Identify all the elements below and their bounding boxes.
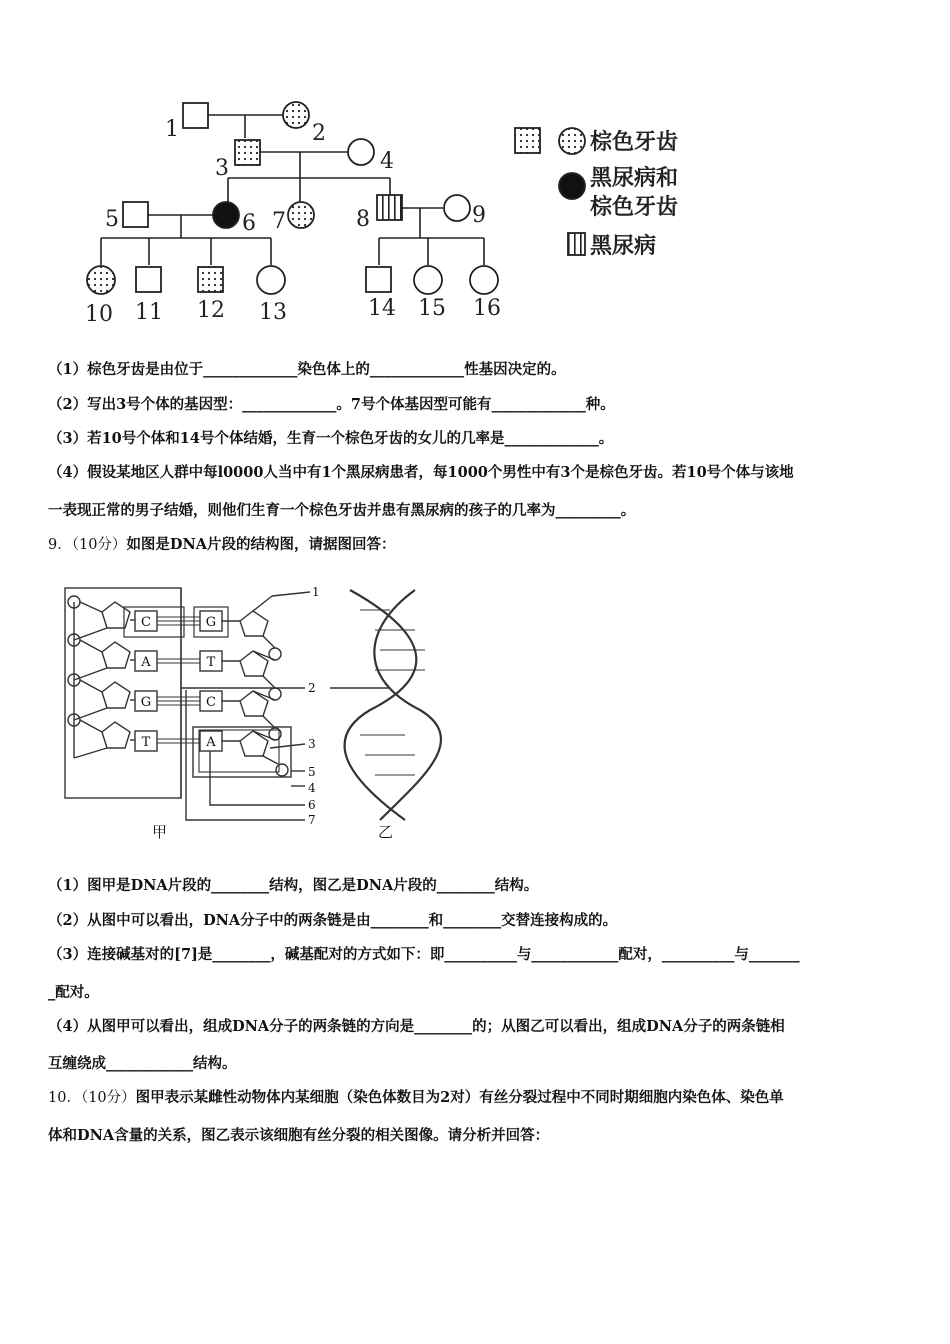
label-7: 7 <box>272 209 286 234</box>
label-5: 5 <box>105 207 119 232</box>
label-6: 6 <box>242 211 256 236</box>
q10-stem-text-a: 图甲表示某雌性动物体内某细胞（染色体数目为2对）有丝分裂过程中不同时期细胞内染色体、染色单 <box>135 1089 784 1106</box>
label-3: 3 <box>215 156 229 181</box>
individual-16 <box>470 266 498 294</box>
individual-9 <box>444 195 470 221</box>
base-right-1: G <box>205 615 217 630</box>
individual-5 <box>123 202 148 227</box>
legend-square-dots <box>515 128 540 153</box>
label-8: 8 <box>356 207 370 232</box>
base-right-2: T <box>206 655 216 670</box>
q10-stem-line1 <box>48 1088 784 1108</box>
q9-part3-line2: _配对。 <box>48 984 99 1001</box>
callout-5: 5 <box>308 765 316 779</box>
legend-both-line2: 棕色牙齿 <box>590 194 679 220</box>
callout-1: 1 <box>312 585 320 599</box>
legend-brown-teeth: 棕色牙齿 <box>590 129 679 155</box>
individual-1 <box>183 103 208 128</box>
callout-2: 2 <box>308 681 316 695</box>
q10-number: 10． <box>48 1090 81 1106</box>
label-13: 13 <box>259 300 287 325</box>
label-15: 15 <box>418 296 446 321</box>
left-strand <box>68 596 135 758</box>
individual-2 <box>283 102 309 128</box>
label-4: 4 <box>380 149 394 174</box>
caption-jia: 甲 <box>152 823 168 841</box>
q9-score: （10分） <box>71 537 127 553</box>
callout-6: 6 <box>308 798 316 812</box>
individual-10 <box>87 266 115 294</box>
individual-7 <box>288 202 314 228</box>
pedigree-legend <box>515 128 678 259</box>
individual-3 <box>235 140 260 165</box>
caption-yi: 乙 <box>378 823 394 841</box>
q9-stem-text: 如图是DNA片段的结构图，请据图回答： <box>126 536 396 553</box>
q8-part4-line2: 一表现正常的男子结婚，则他们生育一个棕色牙齿并患有黑尿病的孩子的几率为_________。 <box>48 502 636 519</box>
legend-circle-dots <box>559 128 585 154</box>
label-2: 2 <box>312 121 326 146</box>
pedigree-figure <box>80 90 740 335</box>
q9-number: 9． <box>48 537 72 553</box>
q8-part4-line1: （4）假设某地区人群中每l0000人当中有1个黑尿病患者，每1000个男性中有3个是棕色牙齿。若10号个体与该地 <box>48 464 794 481</box>
q8-part1: （1）棕色牙齿是由位于_____________染色体上的_____________性基因决定的。 <box>48 361 566 378</box>
q10-score: （10分） <box>80 1090 136 1106</box>
callout-7: 7 <box>308 813 316 827</box>
right-strand <box>222 596 288 776</box>
callout-4: 4 <box>308 781 316 795</box>
base-right-3: C <box>206 695 216 710</box>
label-11: 11 <box>135 300 163 325</box>
base-left-4: T <box>141 735 151 750</box>
label-9: 9 <box>472 203 486 228</box>
label-10: 10 <box>85 302 113 327</box>
q9-part1: （1）图甲是DNA片段的________结构，图乙是DNA片段的________结构。 <box>48 877 539 894</box>
legend-both-line1: 黑尿病和 <box>590 165 679 191</box>
dna-figure <box>60 580 500 850</box>
legend-alkaptonuria: 黑尿病 <box>590 233 657 259</box>
q9-part2: （2）从图中可以看出，DNA分子中的两条链是由________和________交替连接构成的。 <box>48 912 618 929</box>
individual-8 <box>377 195 402 220</box>
legend-circle-filled <box>559 173 585 199</box>
legend-square-lines <box>568 233 585 255</box>
individual-15 <box>414 266 442 294</box>
individual-13 <box>257 266 285 294</box>
callout-3: 3 <box>308 737 316 751</box>
base-left-2: A <box>141 655 151 670</box>
base-left-3: G <box>140 695 152 710</box>
individual-12 <box>198 267 223 292</box>
q8-part2: （2）写出3号个体的基因型：_____________。7号个体基因型可能有_____________种。 <box>48 396 615 413</box>
q8-part3: （3）若10号个体和14号个体结婚，生育一个棕色牙齿的女儿的几率是_____________。 <box>48 430 614 447</box>
individual-11 <box>136 267 161 292</box>
base-left-1: C <box>141 615 151 630</box>
individual-6 <box>213 202 239 228</box>
label-16: 16 <box>473 296 501 321</box>
q9-part4-line2: 互缠绕成____________结构。 <box>48 1055 237 1072</box>
base-right-4: A <box>206 735 216 750</box>
q9-part4-line1: （4）从图甲可以看出，组成DNA分子的两条链的方向是________的；从图乙可以看出，组成DNA分子的两条链相 <box>48 1018 785 1035</box>
individual-14 <box>366 267 391 292</box>
label-1: 1 <box>165 117 179 142</box>
q9-part3-line1: （3）连接碱基对的[7]是________，碱基配对的方式如下：即__________与____________配对，__________与_______ <box>48 946 800 963</box>
q10-stem-line2: 体和DNA含量的关系，图乙表示该细胞有丝分裂的相关图像。请分析并回答： <box>48 1127 550 1144</box>
label-12: 12 <box>197 298 225 323</box>
individual-4 <box>348 139 374 165</box>
label-14: 14 <box>368 296 396 321</box>
q9-stem <box>48 535 396 555</box>
